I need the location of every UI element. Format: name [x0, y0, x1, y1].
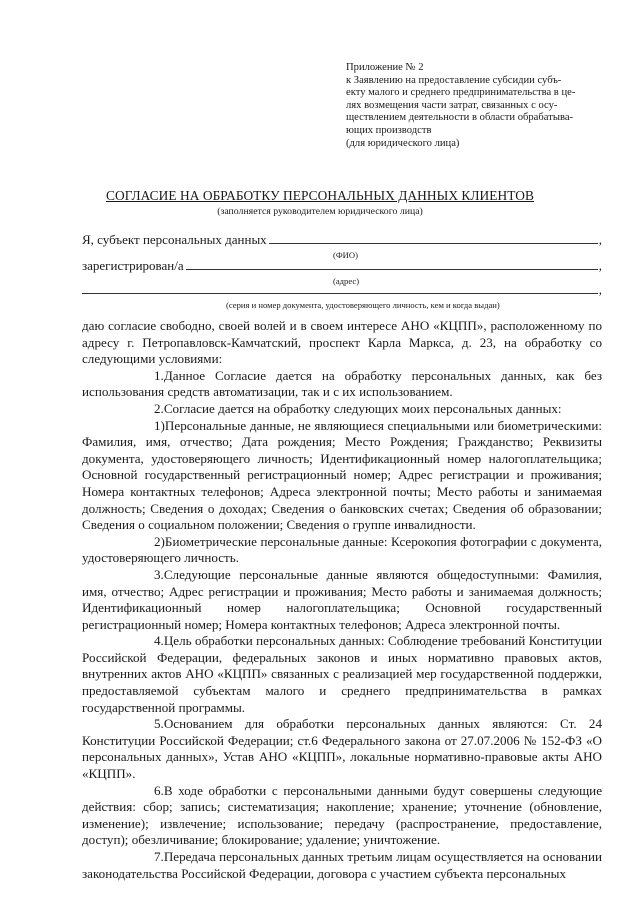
item-text: Передача персональных данных третьим лицам осуществляется на основании законодательства Российской Федерации, договора с участием субъекта персональных — [82, 849, 602, 881]
fio-hint: (ФИО) — [333, 250, 358, 260]
intro-text: даю согласие свободно, своей волей и в своем интересе АНО «КЦПП», расположенному по адресу г. Петропавловск-Камчатский, проспект Карла Маркса, д. 23, на обработку со следующими условиями: — [82, 318, 602, 367]
item-text: Согласие дается на обработку следующих моих персональных данных: — [163, 400, 562, 416]
item-6 — [82, 783, 602, 849]
item-number: 6. — [154, 782, 164, 798]
consent-body — [82, 318, 602, 882]
item-text: В ходе обработки с персональными данными будут совершены следующие действия: сбор; запись; систематизация; накопление; хранение; уточнение (обновление, изменение); извлечение; использование; передачу (распространение, предоставление, доступ); обезличивание; блокирование; удаление; уничтожение. — [82, 782, 602, 848]
item-2-1 — [82, 418, 602, 534]
item-text: Биометрические персональные данные: Ксерокопия фотографии с документа, удостоверяющего личность. — [82, 533, 602, 566]
item-2 — [82, 401, 602, 418]
item-text: Цель обработки персональных данных: Соблюдение требований Конституции Российской Федерации, федеральных законов и иных нормативно правовых актов, внутренних актов АНО «КЦПП» связанных с реализацией мер государственной поддержки, предоставляемой субъектам малого и среднего предпринимательства в рамках государственной программы. — [82, 633, 602, 715]
item-text: Персональные данные, не являющиеся специальными или биометрическими: Фамилия, имя, отчество; Дата рождения; Место Рождения; Гражданство; Реквизиты документа, удостоверяющего личность; Идентификационный номер налогоплательщика; Основной государственный регистрационный номер; Адрес регистрации и проживания; Номера контактных телефонов; Адреса электронной почты; Место работы и занимаемая должность; Сведения о доходах; Сведения о банковских счетах; Сведения об образовании; Сведения о социальном положении; Сведения о группе инвалидности. — [82, 417, 602, 533]
item-7 — [82, 849, 602, 882]
appendix-line: Приложение № 2 — [346, 62, 424, 73]
intro-paragraph — [82, 318, 602, 368]
appendix-block — [346, 62, 602, 150]
appendix-line: (для юридического лица) — [346, 137, 460, 149]
appendix-line: к Заявлению на предоставление субсидии субъ- — [346, 74, 562, 86]
registered-label: зарегистрирован/а — [82, 258, 184, 273]
document-subtitle: (заполняется руководителем юридического лица) — [217, 206, 423, 217]
appendix-line: екту малого и среднего предпринимательства в це- — [346, 87, 576, 99]
item-text: Данное Согласие дается на обработку персональных данных, как без использования средств автоматизации, так и с их использованием. — [82, 367, 602, 400]
appendix-line: ющих производств — [346, 124, 432, 136]
item-number: 7. — [154, 849, 164, 864]
item-number: 3. — [154, 566, 164, 582]
item-number: 2) — [154, 533, 165, 549]
address-field[interactable] — [186, 258, 598, 270]
item-number: 1. — [154, 367, 164, 383]
item-2-2 — [82, 534, 602, 567]
comma: , — [598, 258, 602, 273]
item-1 — [82, 368, 602, 401]
document-row — [82, 282, 602, 298]
item-number: 5. — [154, 716, 164, 732]
subject-name-field[interactable] — [269, 232, 598, 244]
item-5 — [82, 716, 602, 782]
item-text: Следующие персональные данные являются общедоступными: Фамилия, имя, отчество; Адрес регистрации и проживания; Место работы и занимаемая должность; Идентификационный номер налогоплательщика; Основной государственный регистрационный номер; Номера контактных телефонов; Адреса электронной почты. — [82, 566, 602, 632]
subject-name-row — [82, 232, 602, 248]
item-number: 2. — [154, 400, 164, 416]
item-number: 4. — [154, 633, 164, 649]
registered-row — [82, 258, 602, 274]
document-hint: (серия и номер документа, удостоверяющего личность, кем и когда выдан) — [226, 300, 500, 310]
comma: , — [598, 232, 602, 247]
address-hint: (адрес) — [333, 276, 360, 286]
document-title: СОГЛАСИЕ НА ОБРАБОТКУ ПЕРСОНАЛЬНЫХ ДАННЫХ КЛИЕНТОВ — [106, 188, 534, 203]
item-number: 1) — [154, 417, 165, 433]
document-field[interactable] — [82, 282, 598, 294]
appendix-line: ществлением деятельности в области обрабатыва- — [346, 112, 574, 124]
appendix-line: лях возмещения части затрат, связанных с осу- — [346, 99, 558, 111]
item-4 — [82, 633, 602, 716]
comma: , — [598, 282, 602, 297]
item-3 — [82, 567, 602, 633]
subject-label: Я, субъект персональных данных — [82, 232, 267, 247]
item-text: Основанием для обработки персональных данных являются: Ст. 24 Конституции Российской Федерации; ст.6 Федерального закона от 27.07.2006 № 152-ФЗ «О персональных данных», Устав АНО «КЦПП», локальные нормативно-правовые акты АНО «КЦПП». — [82, 716, 602, 782]
